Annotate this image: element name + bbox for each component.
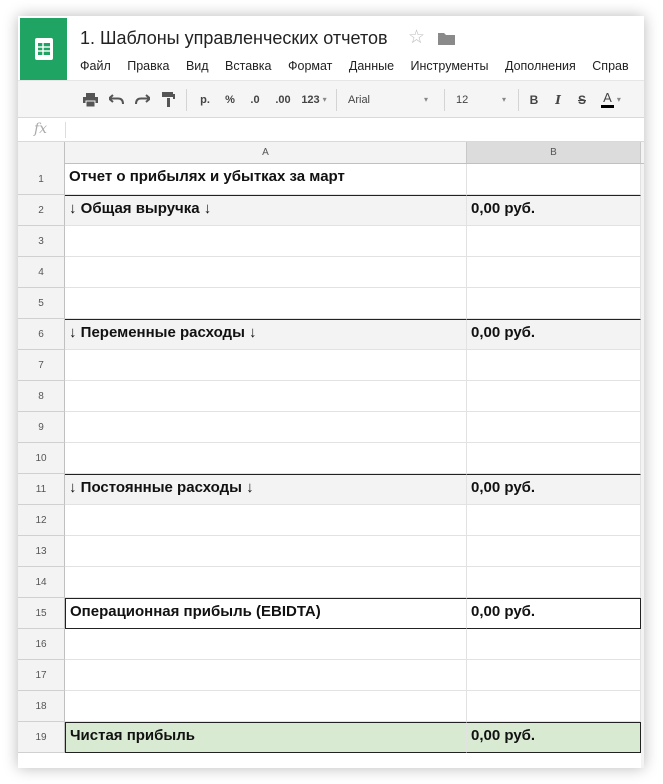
table-row — [18, 412, 644, 443]
column-header-row — [18, 142, 644, 164]
font-family-dropdown[interactable] — [344, 81, 432, 118]
italic-button[interactable]: I — [555, 92, 561, 107]
strikethrough-button[interactable]: S — [577, 92, 586, 107]
table-row — [18, 629, 644, 660]
text-color-label: A — [601, 91, 614, 108]
text-color-button[interactable] — [596, 81, 626, 118]
cell-b[interactable] — [467, 381, 641, 412]
cell-a[interactable] — [65, 691, 467, 722]
menu-insert[interactable]: Вставка — [225, 59, 272, 73]
cell-b[interactable]: 0,00 руб. — [467, 319, 641, 350]
undo-icon[interactable] — [106, 81, 126, 118]
row-header[interactable]: 19 — [18, 722, 65, 753]
row-header[interactable]: 2 — [18, 195, 65, 226]
row-header[interactable]: 11 — [18, 474, 65, 505]
cell-a[interactable] — [65, 443, 467, 474]
currency-format-button[interactable]: р. — [200, 93, 210, 106]
table-row — [18, 474, 644, 505]
row-header[interactable]: 4 — [18, 257, 65, 288]
cell-a[interactable]: ↓ Постоянные расходы ↓ — [65, 474, 467, 505]
row-header[interactable]: 17 — [18, 660, 65, 691]
row-header[interactable]: 16 — [18, 629, 65, 660]
decrease-decimals-label: .0 — [250, 93, 260, 106]
font-family-value: Arial — [348, 93, 371, 106]
row-header[interactable]: 14 — [18, 567, 65, 598]
cell-b[interactable] — [467, 505, 641, 536]
table-row — [18, 195, 644, 226]
cell-a[interactable]: Отчет о прибылях и убытках за март — [65, 164, 467, 195]
cell-a[interactable] — [65, 412, 467, 443]
table-row — [18, 722, 644, 753]
increase-decimals-button[interactable] — [270, 81, 296, 118]
cell-a[interactable] — [65, 505, 467, 536]
column-header-a[interactable]: A — [65, 142, 467, 163]
menu-help[interactable]: Справ — [592, 59, 629, 73]
formula-input[interactable] — [70, 121, 630, 139]
row-header[interactable]: 5 — [18, 288, 65, 319]
chevron-down-icon: ▾ — [423, 95, 428, 104]
cell-b[interactable] — [467, 691, 641, 722]
cell-b[interactable] — [467, 660, 641, 691]
chevron-down-icon: ▾ — [501, 95, 506, 104]
cell-a[interactable] — [65, 567, 467, 598]
cell-a[interactable]: ↓ Переменные расходы ↓ — [65, 319, 467, 350]
chevron-down-icon: ▾ — [322, 95, 327, 104]
menu-edit[interactable]: Правка — [127, 59, 170, 73]
sheets-logo-icon[interactable] — [20, 18, 67, 80]
cell-a[interactable]: Операционная прибыль (EBIDTA) — [65, 598, 467, 629]
row-header[interactable]: 15 — [18, 598, 65, 629]
table-row — [18, 598, 644, 629]
row-header[interactable]: 7 — [18, 350, 65, 381]
number-format-label: 123 — [301, 93, 320, 106]
table-row — [18, 350, 644, 381]
star-icon[interactable]: ☆ — [408, 27, 426, 48]
cell-b[interactable] — [467, 164, 641, 195]
cell-a[interactable] — [65, 629, 467, 660]
redo-icon[interactable] — [132, 81, 152, 118]
table-row — [18, 691, 644, 722]
row-header[interactable]: 9 — [18, 412, 65, 443]
table-row — [18, 443, 644, 474]
cell-b[interactable] — [467, 443, 641, 474]
menu-view[interactable]: Вид — [185, 59, 209, 73]
title-bar — [18, 16, 644, 80]
cell-b[interactable]: 0,00 руб. — [467, 195, 641, 226]
row-header[interactable]: 13 — [18, 536, 65, 567]
table-row — [18, 381, 644, 412]
folder-icon[interactable] — [438, 32, 455, 50]
increase-decimals-label: .00 — [275, 93, 291, 106]
chevron-down-icon: ▾ — [616, 95, 621, 104]
cell-a[interactable] — [65, 536, 467, 567]
spreadsheet-window — [18, 16, 644, 768]
paint-format-icon[interactable] — [158, 81, 178, 118]
row-header[interactable]: 6 — [18, 319, 65, 350]
menu-tools[interactable]: Инструменты — [410, 59, 489, 73]
table-row — [18, 257, 644, 288]
menu-bar — [80, 59, 642, 73]
row-header[interactable]: 18 — [18, 691, 65, 722]
cell-b[interactable]: 0,00 руб. — [467, 474, 641, 505]
column-header-b[interactable]: B — [467, 142, 641, 163]
fx-icon: fx — [34, 121, 48, 137]
cell-a[interactable]: Чистая прибыль — [65, 722, 467, 753]
cell-b[interactable] — [467, 567, 641, 598]
cell-a[interactable] — [65, 288, 467, 319]
row-header[interactable]: 8 — [18, 381, 65, 412]
number-format-dropdown[interactable] — [298, 81, 330, 118]
cell-b[interactable] — [467, 226, 641, 257]
bold-button[interactable]: B — [529, 92, 539, 107]
formula-divider — [65, 122, 66, 138]
cell-a[interactable]: ↓ Общая выручка ↓ — [65, 195, 467, 226]
cell-a[interactable] — [65, 226, 467, 257]
cell-b[interactable] — [467, 629, 641, 660]
table-row — [18, 164, 644, 195]
menu-file[interactable]: Файл — [80, 59, 111, 73]
table-row — [18, 536, 644, 567]
table-row — [18, 226, 644, 257]
cell-b[interactable] — [467, 288, 641, 319]
row-header[interactable]: 12 — [18, 505, 65, 536]
table-row — [18, 505, 644, 536]
table-row — [18, 567, 644, 598]
cell-b[interactable]: 0,00 руб. — [467, 598, 641, 629]
cell-b[interactable] — [467, 536, 641, 567]
select-all-corner[interactable] — [18, 142, 65, 164]
cell-b[interactable]: 0,00 руб. — [467, 722, 641, 753]
table-row — [18, 288, 644, 319]
cell-b[interactable] — [467, 412, 641, 443]
cell-a[interactable] — [65, 257, 467, 288]
menu-data[interactable]: Данные — [348, 59, 395, 73]
font-size-dropdown[interactable] — [452, 81, 510, 118]
table-row — [18, 319, 644, 350]
spreadsheet-grid — [18, 142, 644, 768]
print-icon[interactable] — [80, 81, 100, 118]
decrease-decimals-button[interactable] — [244, 81, 266, 118]
row-header[interactable]: 3 — [18, 226, 65, 257]
menu-addons[interactable]: Дополнения — [504, 59, 576, 73]
table-row — [18, 660, 644, 691]
row-header[interactable]: 10 — [18, 443, 65, 474]
font-size-value: 12 — [456, 93, 469, 106]
cell-a[interactable] — [65, 350, 467, 381]
cell-b[interactable] — [467, 350, 641, 381]
cell-a[interactable] — [65, 381, 467, 412]
formula-bar — [18, 118, 644, 142]
percent-format-button[interactable]: % — [225, 93, 235, 106]
cell-a[interactable] — [65, 660, 467, 691]
toolbar — [18, 80, 644, 118]
menu-format[interactable]: Формат — [288, 59, 333, 73]
cell-b[interactable] — [467, 257, 641, 288]
row-header[interactable]: 1 — [18, 164, 65, 195]
document-title[interactable]: 1. Шаблоны управленческих отчетов — [80, 28, 388, 48]
